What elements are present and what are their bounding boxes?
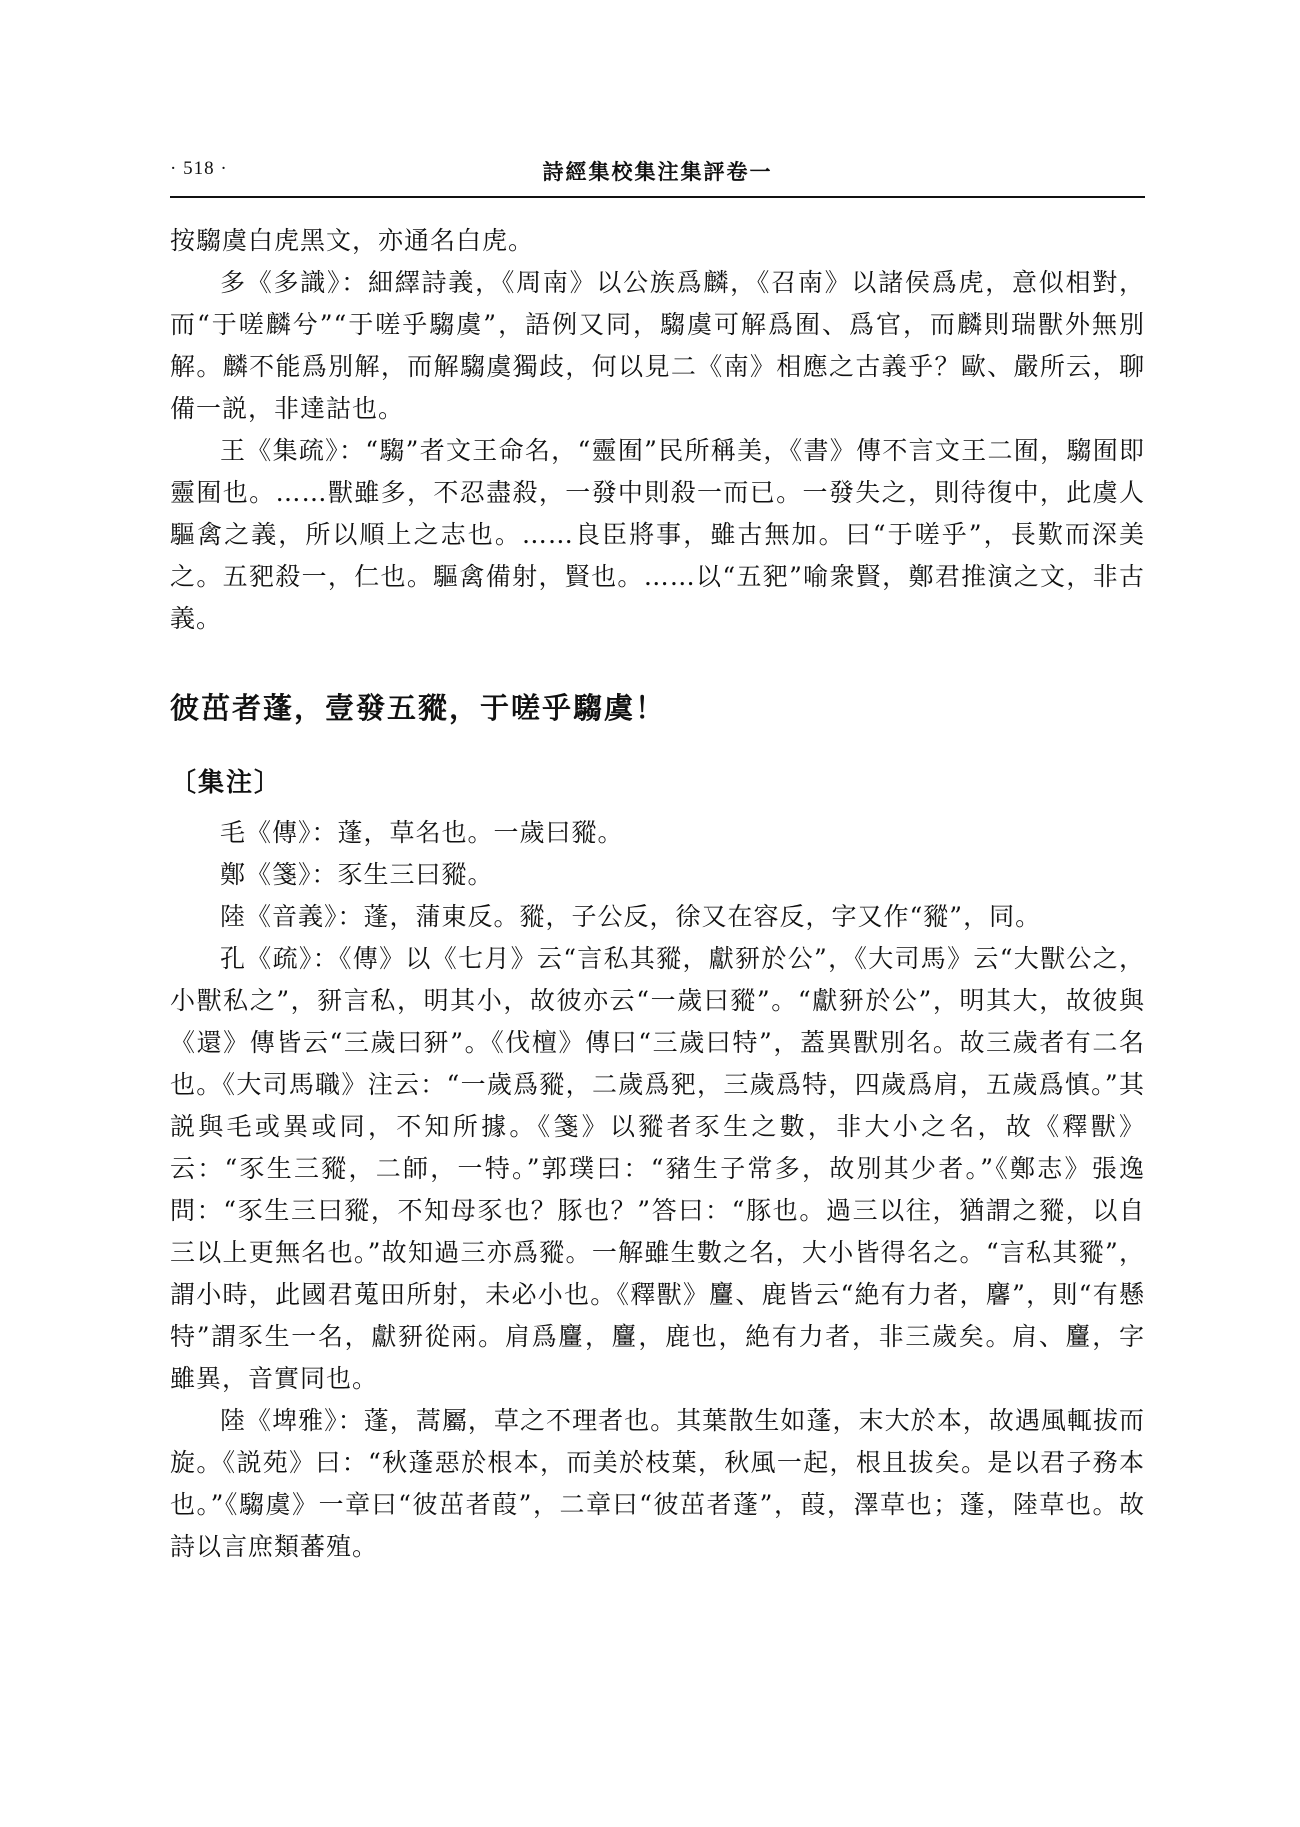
running-title: 詩經集校集注集評卷一 [542, 159, 773, 184]
note-paragraph: 鄭《箋》：豕生三曰豵。 [220, 860, 494, 889]
note-paragraph: 孔《疏》：《傳》以《七月》云“言私其豵，獻豜於公”，《大司馬》云“大獸公之，小獸私之”，豜言私，明其小，故彼亦云“一歲曰豵”。“獻豜於公”，明其大，故彼與《還》傳皆云“三歲曰豜”。《伐檀》傳曰“三歲曰特”，蓋異獸別名。故三歲者有二名也。《大司馬職》注云：“一歲爲豵，二歲爲豝，三歲爲特，四歲爲肩，五歲爲慎。”其説與毛或異或同，不知所據。《箋》以豵者豕生之數，非大小之名，故《釋獸》云：“豕生三豵，二師，一特。”郭璞曰：“豬生子常多，故別其少者。”《鄭志》張逸問：“豕生三曰豵，不知母豕也？豚也？”答曰：“豚也。過三以往，猶謂之豵，以自三以上更無名也。”故知過三亦爲豵。一解雖生數之名，大小皆得名之。“言私其豵”，謂小時，此國君蒐田所射，未必小也。《釋獸》麠、鹿皆云“絶有力者，麘”，則“有懸特”謂豕生一名，獻豜從兩。肩爲麠，麠，鹿也，絶有力者，非三歲矣。肩、麠，字雖異，音實同也。 [170, 944, 1145, 1393]
page-header [170, 150, 1145, 190]
paragraph: 按騶虞白虎黑文，亦通名白虎。 [170, 226, 535, 255]
page-body [170, 220, 1145, 1568]
verse-line: 彼茁者蓬，壹發五豵，于嗟乎騶虞！ [170, 691, 667, 725]
spacer [170, 640, 1145, 684]
note-paragraph: 陸《音義》：蓬，蒲東反。豵，子公反，徐又在容反，字又作“豵”，同。 [220, 902, 1042, 931]
paragraph: 王《集疏》：“騶”者文王命名，“靈囿”民所稱美，《書》傳不言文王二囿，騶囿即靈囿也。……獸雖多，不忍盡殺，一發中則殺一而已。一發失之，則待復中，此虞人驅禽之義，所以順上之志也。……良臣將事，雖古無加。曰“于嗟乎”，長歎而深美之。五豝殺一，仁也。驅禽備射，賢也。……以“五豝”喻衆賢，鄭君推演之文，非古義。 [170, 436, 1145, 633]
note-paragraph: 陸《埤雅》：蓬，蒿屬，草之不理者也。其葉散生如蓬，末大於本，故遇風輒拔而旋。《説苑》曰：“秋蓬惡於根本，而美於枝葉，秋風一起，根且拔矣。是以君子務本也。”《騶虞》一章曰“彼茁者葭”，二章曰“彼茁者蓬”，葭，澤草也；蓬，陸草也。故詩以言庶類蕃殖。 [170, 1406, 1145, 1561]
paragraph: 多《多識》：細繹詩義，《周南》以公族爲麟，《召南》以諸侯爲虎，意似相對，而“于嗟麟兮”“于嗟乎騶虞”，語例又同，騶虞可解爲囿、爲官，而麟則瑞獸外無別解。麟不能爲別解，而解騶虞獨歧，何以見二《南》相應之古義乎？歐、嚴所云，聊備一説，非達詁也。 [170, 268, 1145, 423]
note-paragraph: 毛《傳》：蓬，草名也。一歲曰豵。 [220, 818, 624, 847]
header-rule [170, 196, 1145, 198]
page-number: · 518 · [170, 158, 228, 179]
section-heading-commentary: 〔集注〕 [170, 768, 283, 798]
